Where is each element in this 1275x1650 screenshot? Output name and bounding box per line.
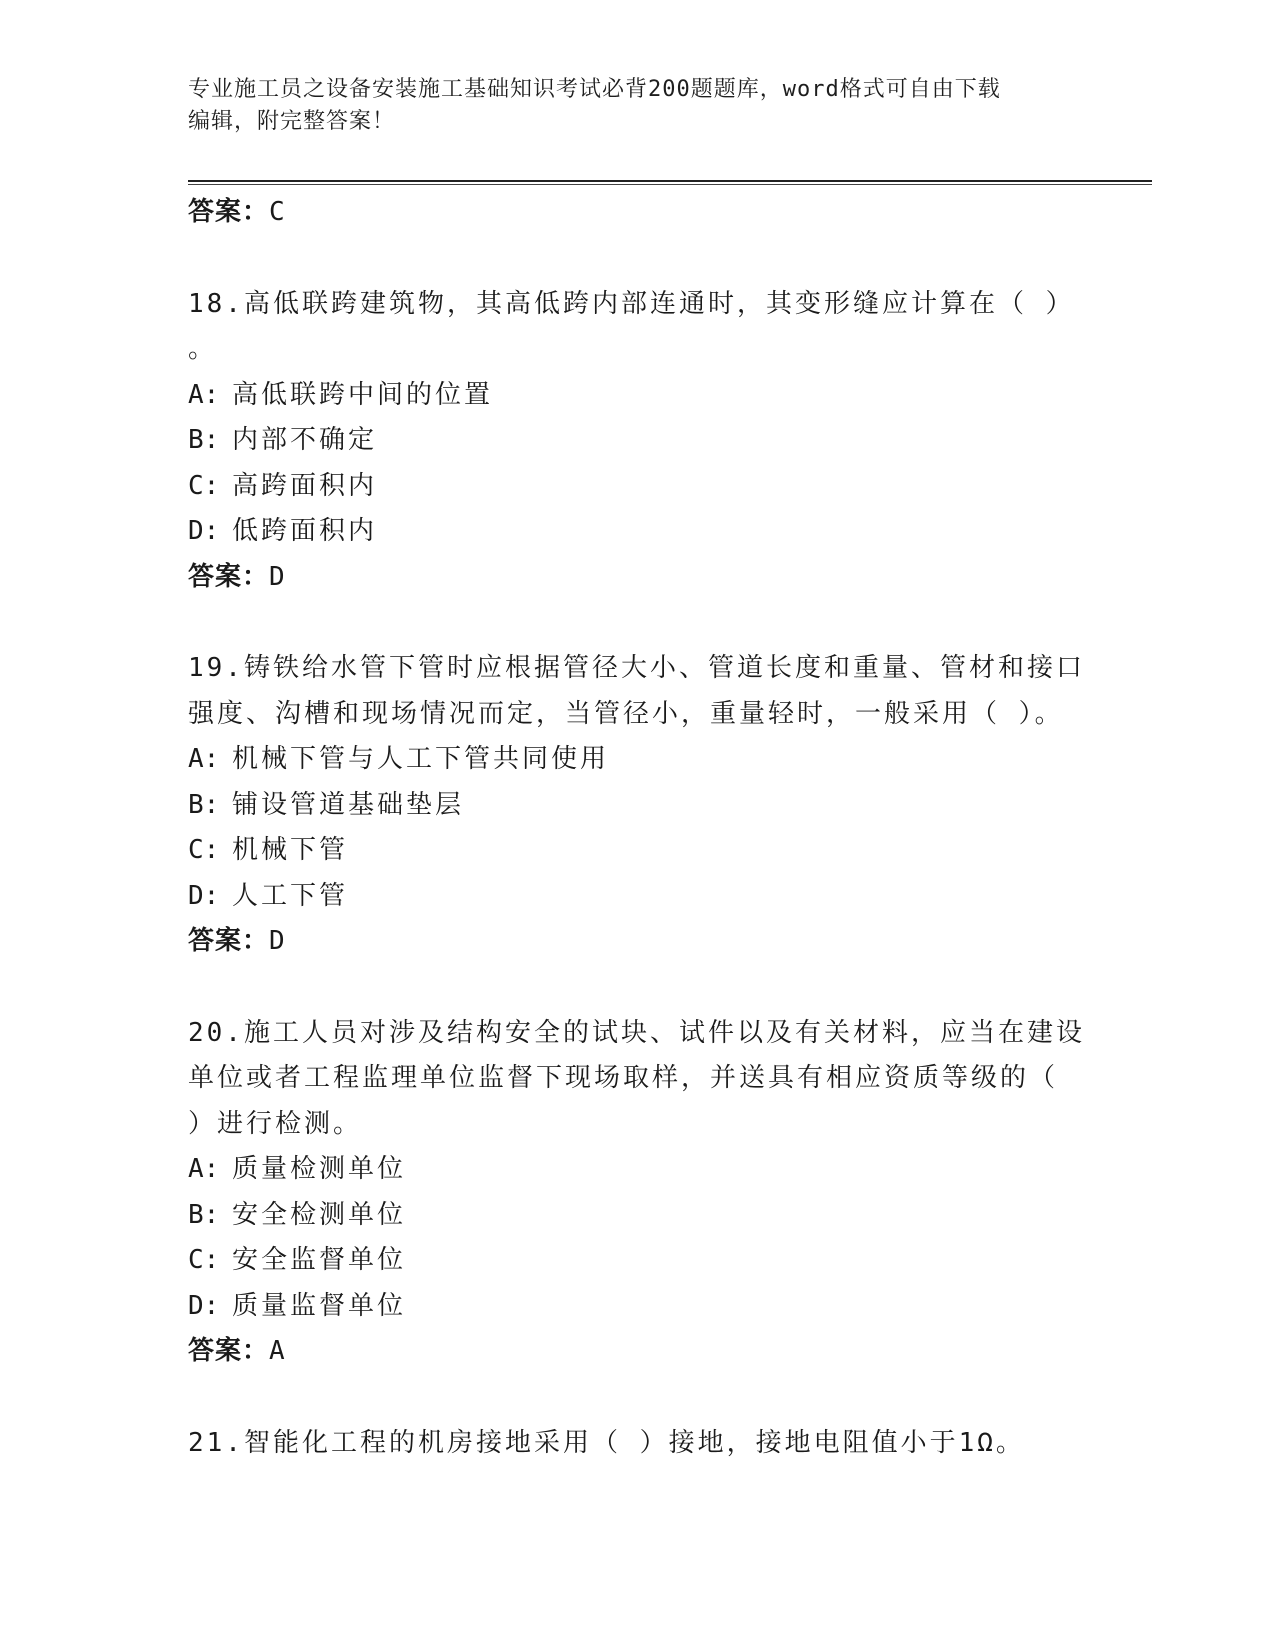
option-text: 低跨面积内 bbox=[232, 516, 378, 546]
option-text: 铺设管道基础垫层 bbox=[232, 789, 465, 820]
answer-value: C bbox=[269, 197, 286, 227]
answer-line bbox=[188, 1329, 1088, 1375]
option-key: C: bbox=[188, 470, 220, 501]
option-key: A: bbox=[188, 1154, 220, 1184]
option-text: 安全监督单位 bbox=[232, 1245, 407, 1275]
option-text: 质量检测单位 bbox=[232, 1154, 407, 1184]
question-text: 21.智能化工程的机房接地采用（ ）接地，接地电阻值小于1Ω。 bbox=[188, 1427, 1025, 1458]
answer-label: 答案： bbox=[188, 1336, 270, 1366]
option-c bbox=[188, 1238, 1088, 1284]
option-d bbox=[188, 509, 1088, 555]
option-text: 机械下管与人工下管共同使用 bbox=[232, 744, 610, 774]
option-key: B: bbox=[188, 425, 220, 455]
answer-label: 答案： bbox=[188, 561, 270, 592]
option-c bbox=[188, 828, 1088, 874]
option-text: 高跨面积内 bbox=[232, 470, 378, 501]
question-text: 19.铸铁给水管下管时应根据管径大小、管道长度和重量、管材和接口 bbox=[188, 653, 1085, 683]
answer-label: 答案： bbox=[188, 926, 270, 956]
answer-value: A bbox=[269, 1336, 286, 1366]
question-block bbox=[188, 282, 1088, 601]
question-text: 强度、沟槽和现场情况而定，当管径小，重量轻时，一般采用（ ）。 bbox=[188, 698, 1064, 729]
option-text: 质量监督单位 bbox=[232, 1290, 407, 1321]
option-a bbox=[188, 373, 1088, 419]
question-block bbox=[188, 1011, 1088, 1375]
option-a bbox=[188, 737, 1088, 783]
option-text: 机械下管 bbox=[232, 835, 349, 865]
option-c bbox=[188, 464, 1088, 510]
option-d bbox=[188, 1284, 1088, 1330]
answer-line bbox=[188, 555, 1088, 601]
document-header bbox=[188, 74, 1088, 138]
option-text: 人工下管 bbox=[232, 880, 349, 911]
answer-line bbox=[188, 919, 1088, 965]
option-key: A: bbox=[188, 379, 220, 410]
option-key: B: bbox=[188, 789, 220, 820]
option-b bbox=[188, 418, 1088, 464]
header-divider bbox=[188, 180, 1152, 182]
answer-value: D bbox=[269, 561, 286, 592]
option-d bbox=[188, 874, 1088, 920]
option-a bbox=[188, 1147, 1088, 1193]
option-key: B: bbox=[188, 1199, 220, 1230]
option-key: C: bbox=[188, 1245, 220, 1275]
answer-line bbox=[188, 190, 1088, 236]
header-divider-thin bbox=[188, 184, 1152, 185]
question-text: 20.施工人员对涉及结构安全的试块、试件以及有关材料，应当在建设 bbox=[188, 1017, 1085, 1048]
option-b bbox=[188, 783, 1088, 829]
option-text: 高低联跨中间的位置 bbox=[232, 379, 494, 410]
question-text: 单位或者工程监理单位监督下现场取样，并送具有相应资质等级的（ bbox=[188, 1063, 1059, 1093]
answer-label: 答案： bbox=[188, 197, 270, 227]
answer-value: D bbox=[269, 926, 286, 956]
option-key: D: bbox=[188, 516, 220, 546]
option-key: D: bbox=[188, 880, 220, 911]
question-text: 18.高低联跨建筑物，其高低跨内部连通时，其变形缝应计算在（ ） bbox=[188, 288, 1075, 319]
option-key: A: bbox=[188, 744, 220, 774]
question-text: 。 bbox=[188, 334, 218, 364]
header-line-2: 编辑，附完整答案！ bbox=[188, 109, 396, 134]
option-b bbox=[188, 1193, 1088, 1239]
header-line-1: 专业施工员之设备安装施工基础知识考试必背200题题库，word格式可自由下载 bbox=[188, 77, 1001, 102]
question-text: ）进行检测。 bbox=[188, 1108, 363, 1139]
option-text: 安全检测单位 bbox=[232, 1199, 407, 1230]
option-key: D: bbox=[188, 1290, 220, 1321]
option-key: C: bbox=[188, 835, 220, 865]
option-text: 内部不确定 bbox=[232, 425, 378, 455]
question-block bbox=[188, 1421, 1088, 1467]
question-block bbox=[188, 646, 1088, 965]
question-list bbox=[188, 190, 1088, 1466]
